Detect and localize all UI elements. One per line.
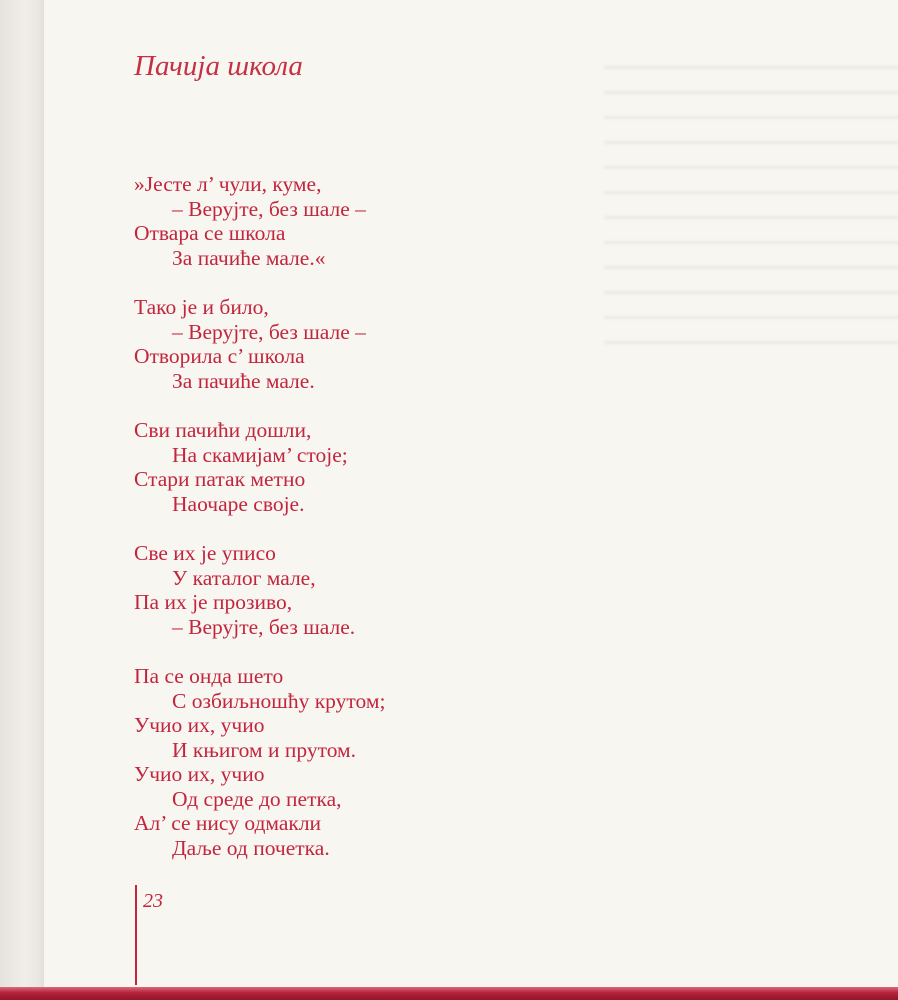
poem-line: С озбиљношћу крутом; (172, 688, 386, 713)
poem-line: У каталог мале, (172, 565, 316, 590)
poem-line: За пачиће мале. (172, 368, 315, 393)
stanza-5 (134, 664, 474, 860)
poem-line: Све их је уписо (134, 541, 276, 565)
poem-line: Отворила с’ школа (134, 344, 305, 368)
stanza-2 (134, 295, 474, 393)
poem-line: Па се онда шето (134, 664, 284, 688)
facing-page-bleed-through (604, 48, 898, 348)
book-spine-shadow (0, 0, 44, 1000)
poem-line: Даље од почетка. (172, 835, 330, 860)
poem-line: Учио их, учио (134, 762, 265, 786)
poem-line: Тако је и било, (134, 295, 269, 319)
poem-line: На скамијам’ стоје; (172, 442, 348, 467)
poem-line: Учио их, учио (134, 713, 265, 737)
stanza-1 (134, 172, 474, 270)
poem-line: Ал’ се нису одмакли (134, 811, 322, 835)
page-number-rule (135, 885, 137, 985)
poem-body (134, 172, 474, 885)
stanza-3 (134, 418, 474, 516)
bottom-red-band (0, 987, 898, 1000)
poem-line: Од среде до петка, (172, 786, 342, 811)
poem-line: Наочаре своје. (172, 491, 305, 516)
poem-line: Отвара се школа (134, 221, 286, 245)
poem-line: – Верујте, без шале. (172, 614, 356, 639)
poem-line: Сви пачићи дошли, (134, 418, 312, 442)
poem-line: Па их је прозиво, (134, 590, 293, 614)
poem-line: Стари патак метно (134, 467, 306, 491)
page-number: 23 (143, 890, 163, 912)
poem-title: Пачија школа (134, 50, 303, 82)
poem-line: – Верујте, без шале – (172, 319, 366, 344)
poem-line: – Верујте, без шале – (172, 196, 366, 221)
poem-line: И књигом и прутом. (172, 737, 357, 762)
poem-line: За пачиће мале.« (172, 245, 326, 270)
poem-line: »Јесте л’ чули, куме, (134, 172, 322, 196)
stanza-4 (134, 541, 474, 639)
